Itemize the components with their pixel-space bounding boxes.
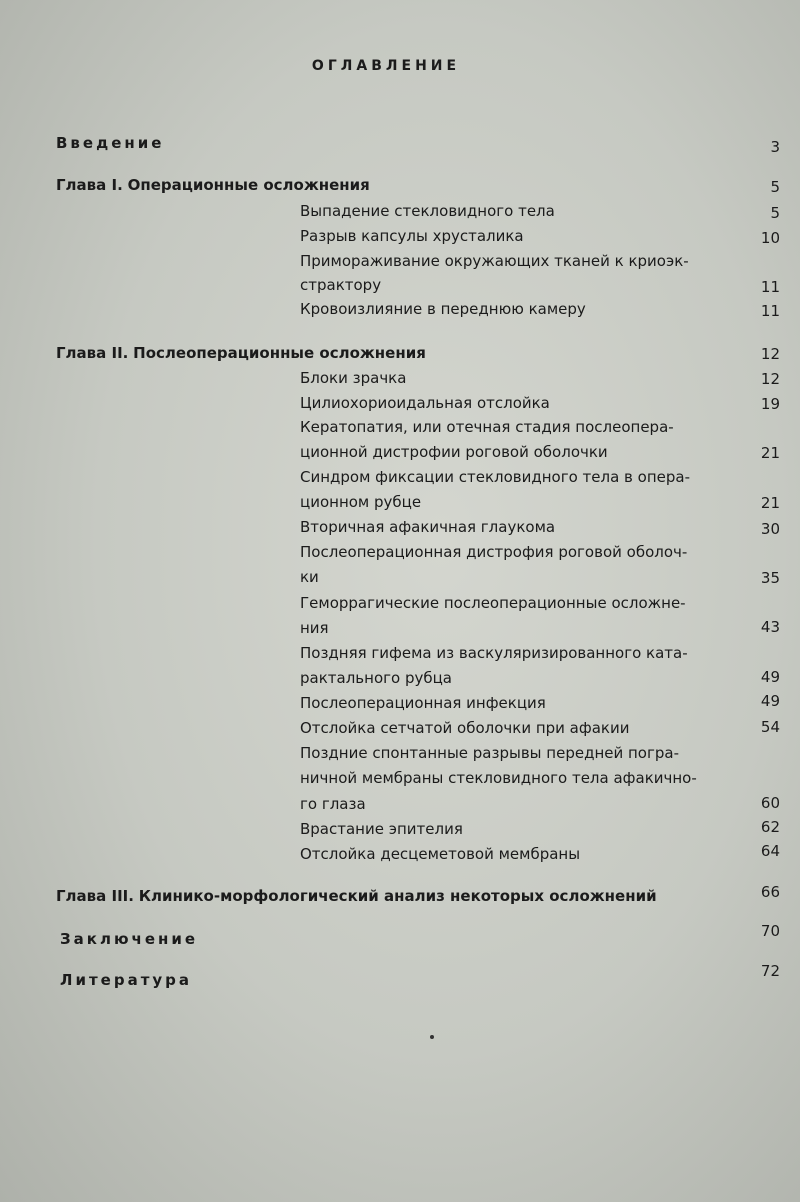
chapter2-label: Глава II. bbox=[56, 344, 129, 362]
toc-section-page: 21 bbox=[760, 494, 780, 512]
toc-chapter3-heading bbox=[56, 883, 657, 909]
toc-section-page: 19 bbox=[760, 395, 780, 413]
toc-section-page: 11 bbox=[760, 278, 780, 296]
toc-intro-label: Введение bbox=[56, 134, 165, 152]
toc-section-continued: ки bbox=[300, 568, 319, 586]
chapter1-label: Глава I. bbox=[56, 176, 123, 194]
toc-section: Геморрагические послеоперационные осложне- bbox=[300, 594, 686, 612]
toc-section: Послеоперационная дистрофия роговой оболоч- bbox=[300, 543, 688, 561]
toc-section-page: 49 bbox=[760, 692, 780, 710]
toc-section-page: 10 bbox=[760, 229, 780, 247]
toc-conclusion-label: Заключение bbox=[60, 930, 199, 948]
chapter2-title: Послеоперационные осложнения bbox=[133, 344, 426, 362]
toc-section: Кератопатия, или отечная стадия послеопера- bbox=[300, 418, 674, 436]
toc-section: Примораживание окружающих тканей к криоэк- bbox=[300, 252, 689, 270]
toc-chapter1-heading bbox=[56, 172, 370, 198]
toc-section: Разрыв капсулы хрусталика bbox=[300, 227, 524, 245]
toc-section: Послеоперационная инфекция bbox=[300, 694, 546, 712]
chapter1-page: 5 bbox=[770, 178, 780, 196]
toc-conclusion-page: 70 bbox=[760, 922, 780, 940]
toc-section-page: 12 bbox=[760, 370, 780, 388]
toc-section: Синдром фиксации стекловидного тела в опера- bbox=[300, 468, 690, 486]
chapter3-label: Глава III. bbox=[56, 887, 134, 905]
toc-section-page: 5 bbox=[770, 204, 780, 222]
toc-section-page: 30 bbox=[760, 520, 780, 538]
toc-section-page: 60 bbox=[760, 794, 780, 812]
chapter2-page: 12 bbox=[760, 345, 780, 363]
toc-section-page: 43 bbox=[760, 618, 780, 636]
toc-section-page: 35 bbox=[760, 569, 780, 587]
toc-section: Отслойка десцеметовой мембраны bbox=[300, 845, 581, 863]
toc-literature-label: Литература bbox=[60, 971, 193, 989]
toc-section: Блоки зрачка bbox=[300, 369, 407, 387]
toc-section: Вторичная афакичная глаукома bbox=[300, 518, 556, 536]
toc-intro-page: 3 bbox=[770, 138, 780, 156]
toc-section-page: 54 bbox=[760, 718, 780, 736]
toc-section-page: 64 bbox=[760, 842, 780, 860]
toc-section: Поздняя гифема из васкуляризированного ката- bbox=[300, 644, 688, 662]
toc-section-page: 49 bbox=[760, 668, 780, 686]
toc-section: Выпадение стекловидного тела bbox=[300, 202, 555, 220]
page-title: ОГЛАВЛЕНИЕ bbox=[311, 58, 461, 74]
toc-section: Врастание эпителия bbox=[300, 820, 463, 838]
toc-section-continued: страктору bbox=[300, 276, 382, 294]
toc-section-page: 11 bbox=[760, 302, 780, 320]
paper-speck bbox=[430, 1035, 434, 1039]
toc-section-continued: ционной дистрофии роговой оболочки bbox=[300, 443, 608, 461]
chapter3-page: 66 bbox=[760, 883, 780, 901]
toc-section: Цилиохориоидальная отслойка bbox=[300, 394, 550, 412]
chapter1-title: Операционные осложнения bbox=[127, 176, 370, 194]
chapter3-title: Клинико-морфологический анализ некоторых осложнений bbox=[138, 887, 657, 905]
toc-section-page: 62 bbox=[760, 818, 780, 836]
toc-section-continued: ния bbox=[300, 619, 329, 637]
toc-section-page: 21 bbox=[760, 444, 780, 462]
toc-literature-page: 72 bbox=[760, 962, 780, 980]
toc-section-continued: ничной мембраны стекловидного тела афакично- bbox=[300, 769, 697, 787]
toc-chapter2-heading bbox=[56, 340, 426, 366]
toc-section: Поздние спонтанные разрывы передней погра- bbox=[300, 744, 679, 762]
toc-section-continued: рактального рубца bbox=[300, 669, 452, 687]
toc-section: Отслойка сетчатой оболочки при афакии bbox=[300, 719, 630, 737]
toc-section: Кровоизлияние в переднюю камеру bbox=[300, 300, 586, 318]
toc-section-continued: го глаза bbox=[300, 795, 366, 813]
toc-section-continued: ционном рубце bbox=[300, 493, 422, 511]
